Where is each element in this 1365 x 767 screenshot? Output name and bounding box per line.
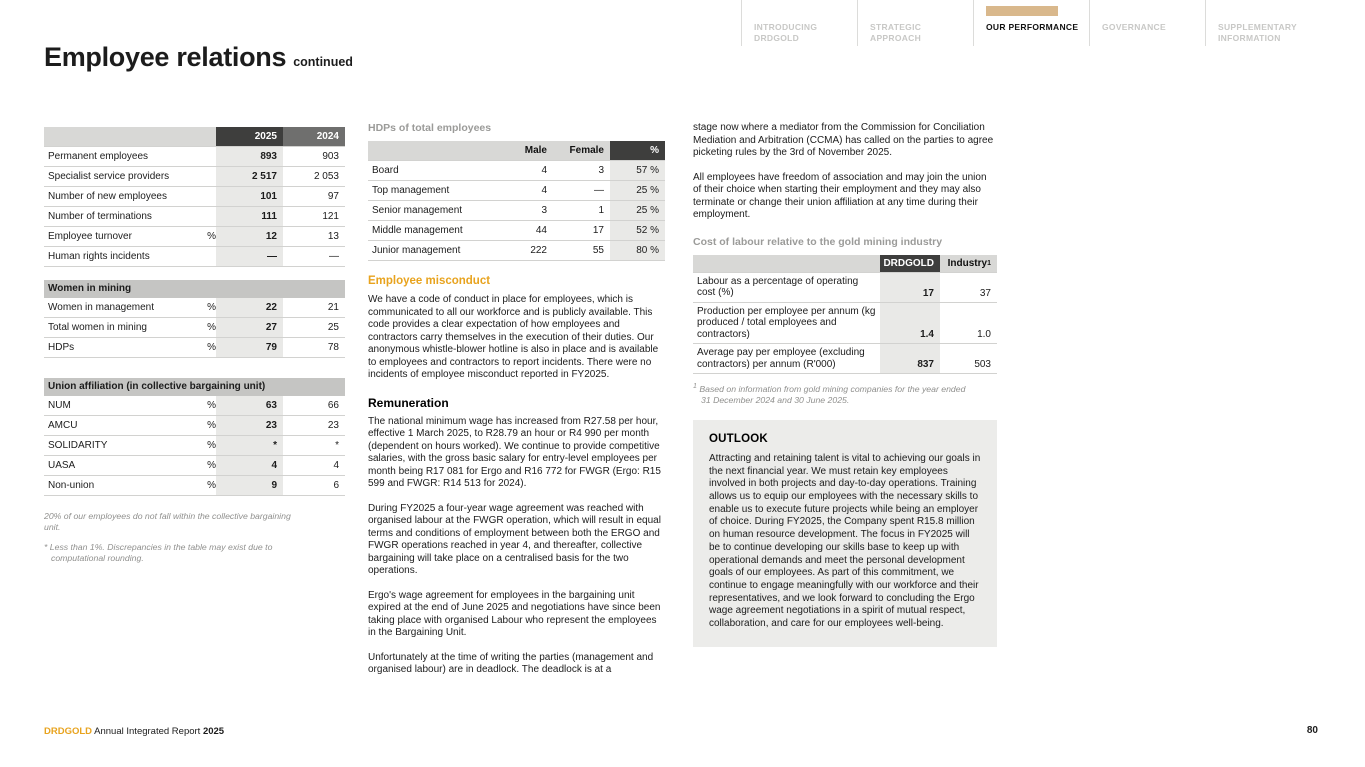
page-title: Employee relations — [44, 42, 287, 72]
section-heading-remuneration: Remuneration — [368, 395, 449, 410]
table-row — [368, 181, 665, 201]
row-label: Number of new employees — [48, 191, 167, 202]
value-male: 4 — [541, 165, 547, 176]
section-header: Union affiliation (in collective bargaining unit) — [44, 378, 345, 396]
header-spacer — [368, 141, 498, 160]
footer-brand: DRDGOLD — [44, 726, 93, 737]
women-in-mining-table — [44, 280, 345, 358]
value-2025: * — [216, 436, 283, 455]
tab-our-performance[interactable] — [973, 0, 1089, 46]
row-label: Senior management — [372, 205, 463, 216]
left-column — [44, 127, 345, 564]
value-2024: 13 — [327, 231, 339, 242]
body-paragraph: The national minimum wage has increased from R27.58 per hour, effective 1 March 2025, to R28.79 an hour or R4 990 per month (dependent on hours worked). We continue to provide competitive salaries, with the gross basic salary for entry-level employees per month being R17 081 for Ergo and R16 772 for FWGR (Ergo: R15 599 and FWGR: R14 513 for 2024). — [368, 415, 661, 489]
value-percent: 25 % — [610, 181, 665, 200]
value-drdgold: 1.4 — [880, 303, 940, 344]
value-2024: 903 — [322, 151, 339, 162]
footnote: * Less than 1%. Discrepancies in the table may exist due to computational rounding. — [44, 542, 273, 563]
value-male: 3 — [541, 205, 547, 216]
section-header: Women in mining — [44, 280, 345, 298]
table-row — [693, 344, 997, 374]
table-row — [44, 147, 345, 167]
row-unit — [196, 147, 216, 166]
value-2024: 23 — [327, 420, 339, 431]
column-header-industry — [940, 255, 997, 272]
value-2025: 27 — [216, 318, 283, 337]
body-paragraph: Unfortunately at the time of writing the parties (management and organised labour) are in deadlock. The deadlock is at a — [368, 651, 654, 675]
value-2024: 21 — [327, 302, 339, 313]
row-label: Labour as a percentage of operating cost (%) — [697, 275, 859, 298]
middle-column — [368, 122, 665, 677]
footer-year: 2025 — [202, 726, 225, 737]
table-row — [368, 221, 665, 241]
value-2024: — — [329, 251, 339, 262]
outlook-body: Attracting and retaining talent is vital to achieving our goals in the next financial year. We must retain key employees involved in both projects and day-to-day operations. Training allows us to equip our employees with the necessary skills to enable us to execute future projects while being an employer of choice. During FY2025, the Company spent R15.8 million on human resource development. The focus in FY2025 will be to continue developing our skills base to keep up with operational demands and meet the personal development goals of our employees. As part of this commitment, we continue to engage meaningfully with our workforce and their representatives, and we look forward to concluding the Ergo wage agreement negotiations in a spirit of mutual respect, collaboration, and care for our employees well-being. — [709, 452, 981, 630]
row-label: Human rights incidents — [48, 251, 150, 262]
tab-introducing-drdgold[interactable] — [741, 0, 857, 46]
table-row — [368, 201, 665, 221]
row-label: Middle management — [372, 225, 463, 236]
row-label: Junior management — [372, 245, 461, 256]
value-percent: 57 % — [610, 161, 665, 180]
value-drdgold: 837 — [880, 344, 940, 373]
section-heading-hdps: HDPs of total employees — [368, 122, 492, 134]
row-unit: % — [207, 302, 216, 313]
footer-report-name: Annual Integrated Report — [94, 726, 201, 737]
table-row — [44, 476, 345, 496]
table-row — [44, 338, 345, 358]
table-row — [44, 207, 345, 227]
table-row — [44, 187, 345, 207]
row-label: NUM — [48, 400, 71, 411]
value-2024: 2 053 — [313, 171, 339, 182]
row-label: Average pay per employee (excluding contractors) per annum (R'000) — [697, 347, 865, 370]
table-row — [368, 161, 665, 181]
value-percent: 80 % — [610, 241, 665, 260]
union-affiliation-table — [44, 378, 345, 496]
table-row — [44, 416, 345, 436]
footnote-marker: 1 — [693, 383, 697, 390]
table-row — [368, 241, 665, 261]
column-header-male: Male — [498, 141, 553, 160]
row-label: Number of terminations — [48, 211, 152, 222]
row-unit: % — [207, 480, 216, 491]
footnote-marker: 1 — [987, 259, 991, 267]
row-label: Production per employee per annum (kg produced / total employees and contractors) — [697, 305, 876, 340]
top-navigation — [741, 0, 1321, 46]
value-industry: 1.0 — [977, 329, 991, 340]
body-paragraph: Ergo's wage agreement for employees in the bargaining unit expired at the end of June 2025 and negotiations have since been taking place with organised Labour who represent the employees in the Bargaining Unit. — [368, 589, 661, 638]
body-paragraph: During FY2025 a four-year wage agreement was reached with organised labour at the FWGR operation, which will result in equal terms and conditions of employment between both the ERGO and FWGR operations reached in year 4, and thereafter, collective bargaining will take place on a centralised basis for the two operations. — [368, 502, 661, 576]
value-2024: 78 — [327, 342, 339, 353]
row-label: Top management — [372, 185, 450, 196]
value-2024: 25 — [327, 322, 339, 333]
column-header-female: Female — [553, 141, 610, 160]
value-2025: 2 517 — [216, 167, 283, 186]
row-unit: % — [207, 400, 216, 411]
body-paragraph: stage now where a mediator from the Commission for Conciliation Mediation and Arbitration (CCMA) has called on the parties to agree picketing rules by the 3rd of November 2025. — [693, 122, 994, 158]
right-column — [693, 122, 997, 647]
value-female: 17 — [592, 225, 604, 236]
row-label: Board — [372, 165, 399, 176]
row-label: SOLIDARITY — [48, 440, 108, 451]
value-female: 3 — [598, 165, 604, 176]
row-unit: % — [207, 440, 216, 451]
key-stats-table — [44, 127, 345, 267]
value-2024: 6 — [333, 480, 339, 491]
body-paragraph: We have a code of conduct in place for employees, which is communicated to all our workforce and is publicly available. This code provides a clear expectation of how employees and contractors carry themselves in the execution of their duties. Our anonymous whistle-blower hotline is also in place and is available to employees and contractors to report incidents. There were no incidents of employee misconduct reported in FY2025. — [368, 294, 659, 380]
row-label: HDPs — [48, 342, 75, 353]
value-2025: — — [216, 247, 283, 266]
table-row — [44, 167, 345, 187]
value-2024: * — [335, 440, 339, 451]
table-header-row — [368, 141, 665, 161]
page-number: 80 — [1306, 725, 1318, 736]
header-spacer — [693, 255, 880, 272]
header-spacer — [44, 127, 196, 146]
cost-of-labour-table — [693, 255, 997, 375]
value-2025: 101 — [216, 187, 283, 206]
tab-label: GOVERNANCE — [1102, 22, 1166, 32]
row-unit: % — [207, 420, 216, 431]
value-2024: 121 — [322, 211, 339, 222]
footer — [44, 726, 224, 737]
page-title-suffix: continued — [293, 55, 353, 69]
row-unit: % — [207, 322, 216, 333]
value-2025: 23 — [216, 416, 283, 435]
tab-strategic-approach[interactable] — [857, 0, 973, 46]
row-label: AMCU — [48, 420, 78, 431]
value-2025: 22 — [216, 298, 283, 317]
row-label: Specialist service providers — [48, 171, 170, 182]
tab-label: INTRODUCING DRDGOLD — [754, 22, 818, 43]
value-female: 55 — [592, 245, 604, 256]
table-row — [44, 456, 345, 476]
table-row — [44, 318, 345, 338]
row-unit: % — [207, 231, 216, 242]
tab-governance[interactable] — [1089, 0, 1205, 46]
column-header-percent: % — [610, 141, 665, 160]
value-2025: 4 — [216, 456, 283, 475]
value-2024: 66 — [327, 400, 339, 411]
value-industry: 503 — [974, 359, 991, 370]
row-unit — [196, 167, 216, 186]
table-row — [44, 227, 345, 247]
hdps-table — [368, 141, 665, 261]
value-2025: 12 — [216, 227, 283, 246]
row-label: Non-union — [48, 480, 95, 491]
row-label: Total women in mining — [48, 322, 147, 333]
value-female: 1 — [598, 205, 604, 216]
table-row — [693, 303, 997, 345]
table-header-row — [44, 127, 345, 147]
value-2025: 893 — [216, 147, 283, 166]
page-title-block — [44, 42, 353, 73]
value-2024: 97 — [327, 191, 339, 202]
table-row — [44, 247, 345, 267]
column-header-2024: 2024 — [283, 127, 345, 146]
tab-label: STRATEGIC APPROACH — [870, 22, 922, 43]
row-label: Permanent employees — [48, 151, 149, 162]
footnote-text: Based on information from gold mining companies for the year ended 31 December 2024 and 30 June 2025. — [699, 383, 966, 405]
value-female: — — [594, 185, 604, 196]
row-unit: % — [207, 342, 216, 353]
value-percent: 25 % — [610, 201, 665, 220]
body-paragraph: All employees have freedom of association and may join the union of their choice when starting their employment and they may also terminate or change their union affiliation at any time during their employment. — [693, 171, 987, 220]
row-unit: % — [207, 460, 216, 471]
value-drdgold: 17 — [880, 273, 940, 302]
value-male: 4 — [541, 185, 547, 196]
table-row — [693, 273, 997, 303]
value-percent: 52 % — [610, 221, 665, 240]
row-label: Women in management — [48, 302, 154, 313]
column-header-industry-label: Industry — [947, 257, 988, 269]
value-2025: 79 — [216, 338, 283, 357]
value-2025: 9 — [216, 476, 283, 495]
active-tab-indicator — [986, 6, 1058, 16]
value-industry: 37 — [979, 287, 991, 299]
table-row — [44, 436, 345, 456]
column-header-2025: 2025 — [216, 127, 283, 146]
table-row — [44, 298, 345, 318]
outlook-box — [693, 420, 997, 647]
tab-label: OUR PERFORMANCE — [986, 22, 1079, 32]
footnote — [693, 381, 973, 406]
header-spacer — [196, 127, 216, 146]
column-header-drdgold: DRDGOLD — [880, 255, 940, 272]
value-2025: 111 — [216, 207, 283, 226]
row-unit — [196, 187, 216, 206]
value-2025: 63 — [216, 396, 283, 415]
footnote: 20% of our employees do not fall within the collective bargaining unit. — [44, 511, 291, 532]
value-male: 44 — [535, 225, 547, 236]
value-2024: 4 — [333, 460, 339, 471]
tab-supplementary-information[interactable] — [1205, 0, 1321, 46]
table-header-row — [693, 255, 997, 273]
value-male: 222 — [530, 245, 547, 256]
row-unit — [196, 247, 216, 266]
table-row — [44, 396, 345, 416]
row-unit — [196, 207, 216, 226]
outlook-heading: OUTLOOK — [709, 432, 768, 445]
row-label: Employee turnover — [48, 231, 132, 242]
section-heading-cost-of-labour: Cost of labour relative to the gold mining industry — [693, 235, 943, 248]
section-heading-misconduct: Employee misconduct — [368, 275, 491, 287]
tab-label: SUPPLEMENTARY INFORMATION — [1218, 22, 1297, 43]
row-label: UASA — [48, 460, 76, 471]
